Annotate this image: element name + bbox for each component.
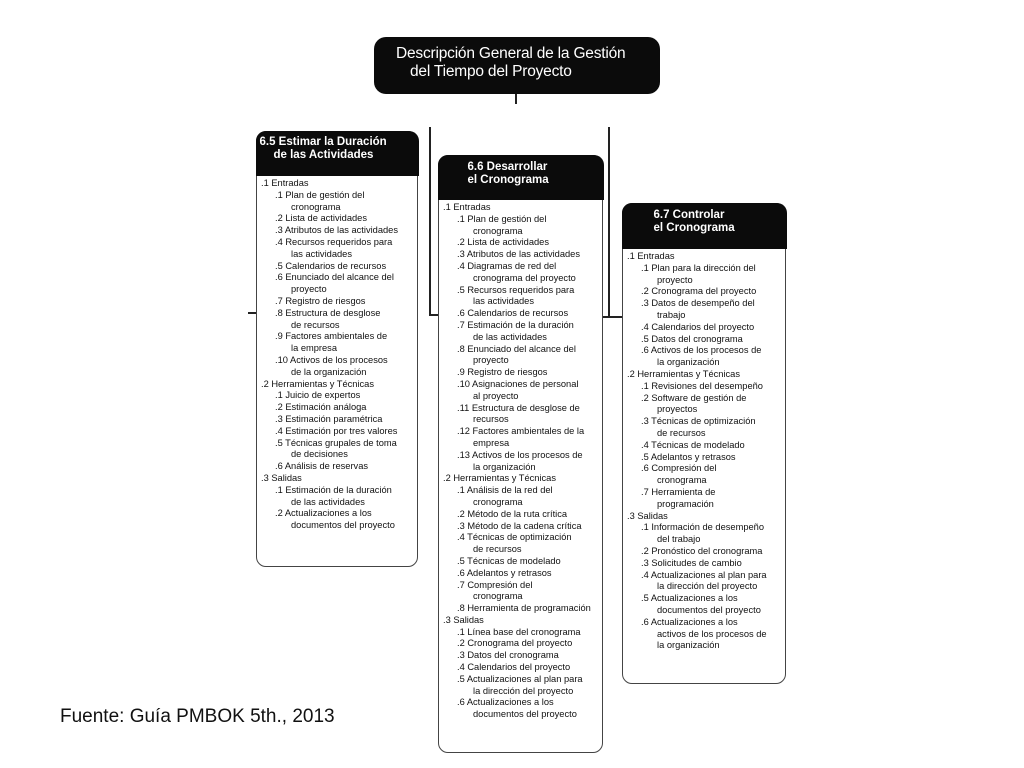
section-heading: .3 Salidas: [261, 472, 302, 483]
list-item: .8 Estructura de desglose: [275, 307, 381, 318]
card-6-7-body: [627, 251, 785, 652]
list-item: .3 Técnicas de optimización: [641, 416, 756, 427]
connector-left-vertical: [429, 127, 431, 315]
list-item: .3 Solicitudes de cambio: [641, 557, 742, 568]
card-6-7-title-2: el Cronograma: [653, 221, 735, 234]
section-heading: .3 Salidas: [627, 510, 668, 521]
list-item: .4 Técnicas de modelado: [641, 439, 745, 450]
list-item: de recursos: [657, 427, 706, 438]
list-item: .5 Actualizaciones al plan para: [457, 673, 583, 684]
list-item: .4 Recursos requeridos para: [275, 236, 393, 247]
list-item: .3 Método de la cadena crítica: [457, 520, 582, 531]
list-item: .2 Cronograma del proyecto: [641, 286, 757, 297]
connector-title-stem: [515, 94, 517, 104]
list-item: .1 Plan de gestión del: [457, 213, 547, 224]
list-item: .5 Calendarios de recursos: [275, 260, 387, 271]
list-item: recursos: [473, 414, 509, 425]
list-item: de la organización: [291, 366, 367, 377]
list-item: .12 Factores ambientales de la: [457, 426, 585, 437]
list-item: .13 Activos de los procesos de: [457, 449, 583, 460]
list-item: documentos del proyecto: [657, 604, 761, 615]
list-item: de recursos: [473, 544, 522, 555]
list-item: .6 Activos de los procesos de: [641, 345, 762, 356]
title-line-1: Descripción General de la Gestión: [396, 45, 626, 62]
list-item: .3 Atributos de las actividades: [275, 225, 398, 236]
list-item: .10 Asignaciones de personal: [457, 378, 579, 389]
list-item: .2 Lista de actividades: [275, 213, 367, 224]
section-heading: .2 Herramientas y Técnicas: [627, 368, 740, 379]
list-item: .4 Actualizaciones al plan para: [641, 569, 767, 580]
card-6-7-header: [622, 203, 787, 249]
diagram-title: [374, 37, 660, 94]
section-heading: .1 Entradas: [443, 202, 491, 212]
section-heading: .2 Herramientas y Técnicas: [261, 378, 374, 389]
list-item: la empresa: [291, 343, 337, 354]
list-item: cronograma: [473, 225, 523, 236]
list-item: cronograma: [291, 201, 341, 212]
list-item: del trabajo: [657, 534, 701, 545]
list-item: .6 Actualizaciones a los: [457, 697, 554, 708]
list-item: proyecto: [291, 284, 327, 295]
process-card-6-6: [438, 155, 603, 753]
section-heading: .2 Herramientas y Técnicas: [443, 473, 556, 484]
list-item: .6 Análisis de reservas: [275, 461, 369, 472]
list-item: de decisiones: [291, 449, 348, 460]
list-item: .5 Técnicas de modelado: [457, 555, 561, 566]
process-card-6-7: [622, 203, 786, 684]
list-item: empresa: [473, 437, 510, 448]
list-item: .2 Cronograma del proyecto: [457, 638, 573, 649]
list-item: .3 Estimación paramétrica: [275, 413, 383, 424]
card-6-6-title-2: el Cronograma: [467, 173, 549, 186]
list-item: .3 Datos del cronograma: [457, 650, 559, 661]
list-item: .7 Compresión del: [457, 579, 533, 590]
section-heading: .3 Salidas: [443, 614, 484, 625]
list-item: .5 Datos del cronograma: [641, 333, 743, 344]
list-item: .1 Línea base del cronograma: [457, 626, 581, 637]
list-item: .2 Lista de actividades: [457, 237, 549, 248]
list-item: .1 Información de desempeño: [641, 522, 765, 533]
list-item: .7 Registro de riesgos: [275, 295, 366, 306]
list-item: .9 Factores ambientales de: [275, 331, 388, 342]
list-item: programación: [657, 498, 714, 509]
list-item: trabajo: [657, 309, 686, 320]
list-item: .5 Adelantos y retrasos: [641, 451, 736, 462]
list-item: la dirección del proyecto: [473, 685, 574, 696]
section-heading: .1 Entradas: [261, 178, 309, 188]
list-item: .7 Estimación de la duración: [457, 319, 574, 330]
list-item: .4 Estimación por tres valores: [275, 425, 398, 436]
connector-card65-tick: [248, 312, 256, 314]
card-6-6-header: [438, 155, 604, 200]
list-item: la dirección del proyecto: [657, 581, 758, 592]
card-6-7-title-1: 6.7 Controlar: [653, 208, 725, 221]
list-item: .6 Actualizaciones a los: [641, 616, 738, 627]
list-item: proyecto: [473, 355, 509, 366]
connector-right-horizontal: [600, 316, 622, 318]
list-item: .5 Técnicas grupales de toma: [275, 437, 397, 448]
list-item: de recursos: [291, 319, 340, 330]
card-6-5-header: [256, 131, 419, 176]
card-6-6-body: [443, 202, 602, 721]
list-item: proyectos: [657, 404, 698, 415]
list-item: .1 Revisiones del desempeño: [641, 380, 763, 391]
list-item: .2 Estimación análoga: [275, 402, 367, 413]
list-item: .5 Actualizaciones a los: [641, 593, 738, 604]
list-item: cronograma del proyecto: [473, 272, 576, 283]
list-item: .8 Enunciado del alcance del: [457, 343, 576, 354]
list-item: .4 Calendarios del proyecto: [641, 321, 755, 332]
list-item: .7 Herramienta de: [641, 486, 716, 497]
list-item: .4 Técnicas de optimización: [457, 532, 572, 543]
list-item: la organización: [657, 640, 720, 651]
list-item: .4 Diagramas de red del: [457, 260, 557, 271]
list-item: las actividades: [473, 296, 534, 307]
list-item: .2 Actualizaciones a los: [275, 508, 372, 519]
list-item: cronograma: [473, 591, 523, 602]
list-item: .1 Plan de gestión del: [275, 189, 365, 200]
list-item: .3 Atributos de las actividades: [457, 249, 580, 260]
list-item: .4 Calendarios del proyecto: [457, 662, 571, 673]
list-item: .1 Estimación de la duración: [275, 484, 392, 495]
list-item: .2 Método de la ruta crítica: [457, 508, 568, 519]
list-item: proyecto: [657, 274, 693, 285]
list-item: .6 Adelantos y retrasos: [457, 567, 552, 578]
section-heading: .1 Entradas: [627, 251, 675, 261]
title-line-2: del Tiempo del Proyecto: [410, 63, 572, 80]
list-item: .1 Análisis de la red del: [457, 485, 553, 496]
card-6-5-body: [261, 178, 417, 532]
list-item: cronograma: [657, 475, 707, 486]
list-item: .11 Estructura de desglose de: [457, 402, 580, 413]
list-item: .9 Registro de riesgos: [457, 367, 548, 378]
list-item: de las actividades: [473, 331, 547, 342]
list-item: documentos del proyecto: [291, 520, 395, 531]
source-caption: Fuente: Guía PMBOK 5th., 2013: [60, 706, 335, 727]
card-6-5-title-1: 6.5 Estimar la Duración: [259, 135, 387, 148]
list-item: .8 Herramienta de programación: [457, 603, 591, 614]
list-item: la organización: [473, 461, 536, 472]
list-item: .2 Software de gestión de: [641, 392, 747, 403]
card-6-5-title-2: de las Actividades: [273, 148, 374, 161]
list-item: .10 Activos de los procesos: [275, 354, 388, 365]
list-item: .6 Enunciado del alcance del: [275, 272, 394, 283]
list-item: de las actividades: [291, 496, 365, 507]
list-item: las actividades: [291, 248, 352, 259]
list-item: .1 Juicio de expertos: [275, 390, 361, 401]
list-item: .1 Plan para la dirección del: [641, 262, 756, 273]
list-item: la organización: [657, 357, 720, 368]
card-6-6-title-1: 6.6 Desarrollar: [467, 160, 548, 173]
list-item: .3 Datos de desempeño del: [641, 298, 755, 309]
list-item: activos de los procesos de: [657, 628, 767, 639]
list-item: .5 Recursos requeridos para: [457, 284, 575, 295]
process-card-6-5: [256, 131, 418, 567]
connector-right-vertical: [608, 127, 610, 317]
list-item: .2 Pronóstico del cronograma: [641, 545, 763, 556]
list-item: .6 Compresión del: [641, 463, 717, 474]
list-item: documentos del proyecto: [473, 709, 577, 720]
list-item: .6 Calendarios de recursos: [457, 308, 569, 319]
list-item: al proyecto: [473, 390, 519, 401]
list-item: cronograma: [473, 496, 523, 507]
